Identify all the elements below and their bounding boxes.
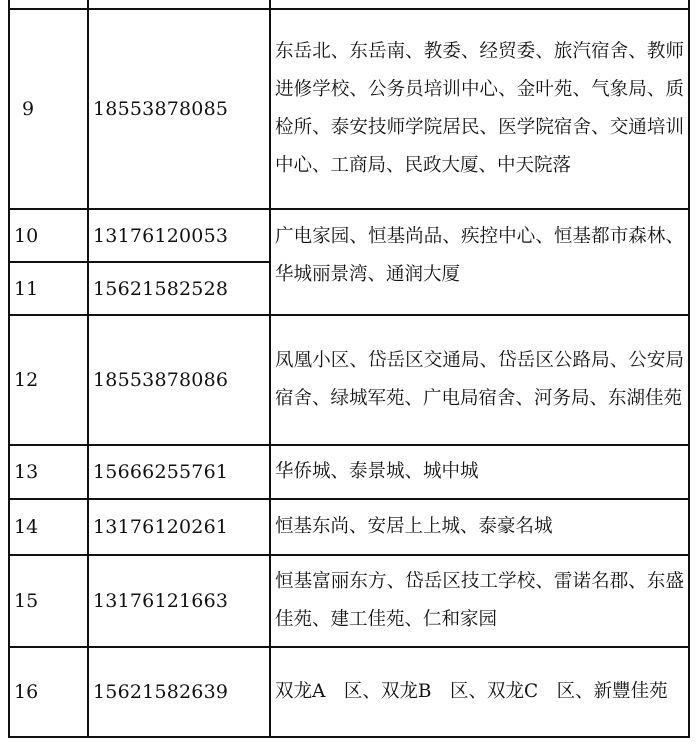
table-row: [9, 315, 689, 445]
table-row: [9, 647, 689, 737]
row-number: 9: [9, 9, 88, 209]
table-row: [9, 9, 689, 209]
service-areas: 恒基富丽东方、岱岳区技工学校、雷诺名郡、东盛佳苑、建工佳苑、仁和家园: [270, 555, 689, 647]
phone-number: 15666255761: [88, 445, 270, 499]
service-areas: 恒基东尚、安居上上城、泰豪名城: [270, 499, 689, 555]
row-number: 15: [9, 555, 88, 647]
phone-number: 13176121663: [88, 555, 270, 647]
contact-table: [8, 0, 690, 738]
service-areas: 东岳北、东岳南、教委、经贸委、旅汽宿舍、教师进修学校、公务员培训中心、金叶苑、气象局、质检所、泰安技师学院居民、医学院宿舍、交通培训中心、工商局、民政大厦、中天院落: [270, 9, 689, 209]
row-number: 14: [9, 499, 88, 555]
row-number: 12: [9, 315, 88, 445]
phone-number: 15621582528: [88, 262, 270, 315]
table-row: [9, 555, 689, 647]
phone-number: 18553878085: [88, 9, 270, 209]
phone-number: 13176120261: [88, 499, 270, 555]
service-areas-text: 广电家园、恒基尚品、疾控中心、恒基都市森林、华城丽景湾、通润大厦: [275, 226, 684, 285]
stub-cell: [88, 0, 270, 9]
phone-number: 13176120053: [88, 209, 270, 262]
table-row-top-stub: [9, 0, 689, 9]
stub-cell: [270, 0, 689, 9]
phone-number: 15621582639: [88, 647, 270, 737]
row-number: 10: [9, 209, 88, 262]
service-areas: [270, 209, 689, 315]
table-row: [9, 445, 689, 499]
phone-number: 18553878086: [88, 315, 270, 445]
row-number: 13: [9, 445, 88, 499]
service-areas: 华侨城、泰景城、城中城: [270, 445, 689, 499]
table-row: [9, 209, 689, 262]
row-number: 11: [9, 262, 88, 315]
stub-cell: [9, 0, 88, 9]
table-row: [9, 499, 689, 555]
row-number: 16: [9, 647, 88, 737]
service-areas: 凤凰小区、岱岳区交通局、岱岳区公路局、公安局宿舍、绿城军苑、广电局宿舍、河务局、东湖佳苑: [270, 315, 689, 445]
service-areas: 双龙A 区、双龙B 区、双龙C 区、新豐佳苑: [270, 647, 689, 737]
